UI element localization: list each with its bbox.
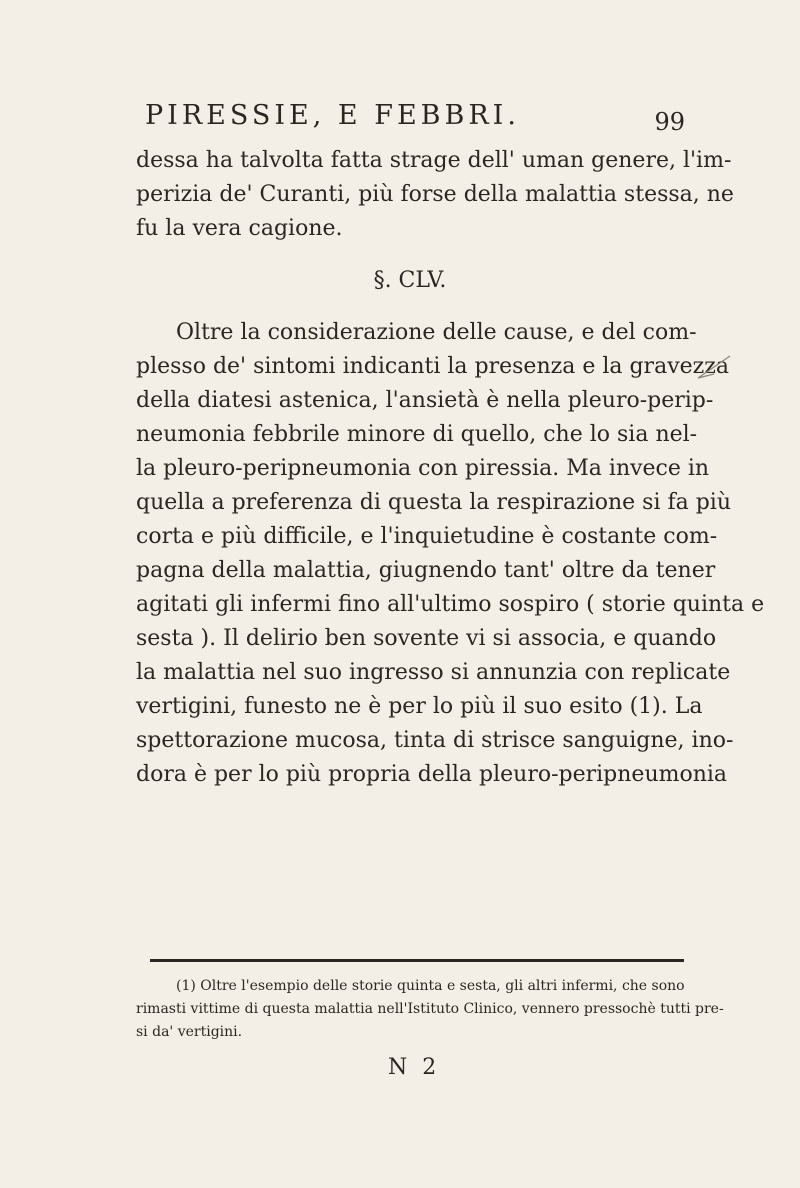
text-line: agitati gli infermi fino all'ultimo sospiro ( storie quinta e bbox=[136, 592, 765, 617]
text-line: vertigini, funesto ne è per lo più il suo esito (1). La bbox=[136, 694, 703, 719]
section-heading: §. CLV. bbox=[373, 268, 447, 293]
signature-mark: N 2 bbox=[388, 1055, 441, 1080]
footnote-line: (1) Oltre l'esempio delle storie quinta e sesta, gli altri infermi, che sono bbox=[176, 978, 685, 994]
footnote-line: rimasti vittime di questa malattia nell'Istituto Clinico, vennero pressochè tutti pre- bbox=[136, 1001, 724, 1017]
text-line: fu la vera cagione. bbox=[136, 216, 343, 241]
running-title: PIRESSIE, E FEBBRI. bbox=[145, 100, 520, 131]
footnote-divider bbox=[150, 959, 684, 962]
text-line: dora è per lo più propria della pleuro-peripneumonia bbox=[136, 762, 728, 787]
text-line: della diatesi astenica, l'ansietà è nella pleuro-perip- bbox=[136, 388, 714, 413]
page-header bbox=[145, 100, 685, 140]
text-line: pagna della malattia, giugnendo tant' oltre da tener bbox=[136, 558, 716, 583]
text-line: corta e più difficile, e l'inquietudine è costante com- bbox=[136, 524, 718, 549]
text-line: Oltre la considerazione delle cause, e del com- bbox=[176, 320, 697, 345]
footnote-line: si da' vertigini. bbox=[136, 1024, 243, 1040]
text-line: spettorazione mucosa, tinta di strisce sanguigne, ino- bbox=[136, 728, 734, 753]
footnote bbox=[136, 975, 724, 1044]
text-line: perizia de' Curanti, più forse della malattia stessa, ne bbox=[136, 182, 734, 207]
text-line: plesso de' sintomi indicanti la presenza e la gravezza bbox=[136, 354, 729, 379]
text-line: la malattia nel suo ingresso si annunzia con replicate bbox=[136, 660, 731, 685]
text-line: sesta ). Il delirio ben sovente vi si associa, e quando bbox=[136, 626, 717, 651]
text-line: dessa ha talvolta fatta strage dell' uman genere, l'im- bbox=[136, 148, 732, 173]
paragraph-main bbox=[136, 316, 765, 792]
page-number: 99 bbox=[654, 108, 685, 136]
pencil-mark-icon bbox=[696, 352, 732, 382]
paragraph-continuation bbox=[136, 144, 734, 246]
text-line: neumonia febbrile minore di quello, che lo sia nel- bbox=[136, 422, 698, 447]
text-line: la pleuro-peripneumonia con piressia. Ma invece in bbox=[136, 456, 710, 481]
text-line: quella a preferenza di questa la respirazione si fa più bbox=[136, 490, 732, 515]
